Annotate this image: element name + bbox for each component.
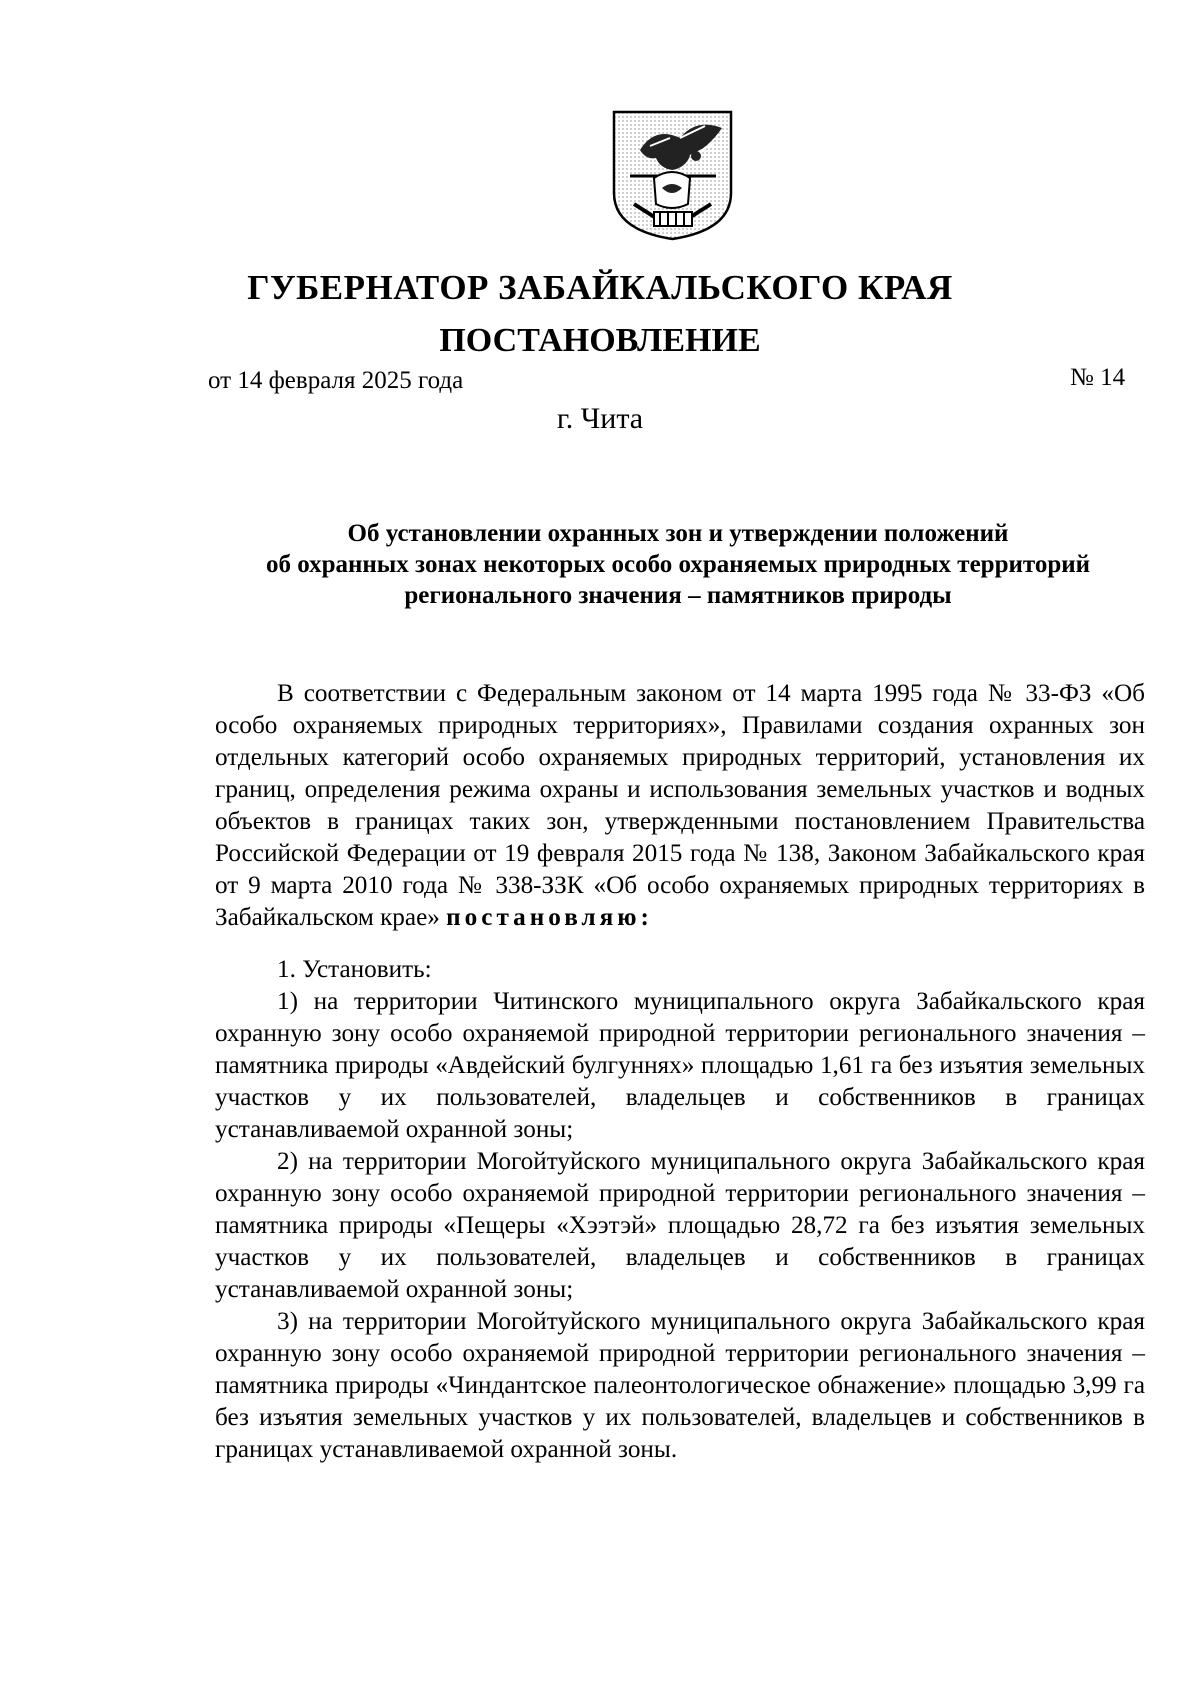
document-type: ПОСТАНОВЛЕНИЕ bbox=[439, 322, 761, 359]
decree-colon: : bbox=[640, 904, 649, 931]
document-heading bbox=[208, 518, 1148, 611]
clause-heading: 1. Установить: bbox=[277, 956, 432, 983]
document-heading-line: об охранных зонах некоторых особо охраняемых природных территорий bbox=[265, 551, 1091, 578]
preamble-text: В соответствии с Федеральным законом от 14 марта 1995 года № 33-ФЗ «Об особо охраняемых природных территориях», Правилами создания охранных зон отдельных категорий особо охраняемых природных территорий, установления их границ, определения режима охраны и использования земельных участков и водных объектов в границах таких зон, утвержденными постановлением Правительства Российской Федерации от 19 февраля 2015 года № 138, Законом Забайкальского края от 9 марта 2010 года № 338-ЗЗК «Об особо охраняемых природных территориях в Забайкальском крае» bbox=[215, 680, 1145, 931]
sub-clause-1: 1) на территории Читинского муниципального округа Забайкальского края охранную зону особо охраняемой природной территории регионального значения – памятника природы «Авдейский булгуннях» площадью 1,61 га без изъятия земельных участков у их пользователей, владельцев и собственников в границах устанавливаемой охранной зоны; bbox=[215, 988, 1145, 1143]
preamble-paragraph bbox=[215, 678, 1145, 934]
document-number: № 14 bbox=[1070, 364, 1126, 391]
document-date: от 14 февраля 2025 года bbox=[208, 367, 464, 394]
document-city: г. Чита bbox=[556, 402, 644, 435]
document-body bbox=[215, 678, 1145, 1466]
document-heading-line: Об установлении охранных зон и утверждении положений bbox=[347, 520, 1009, 547]
sub-clause-3: 3) на территории Могойтуйского муниципального округа Забайкальского края охранную зону особо охраняемой природной территории регионального значения – памятника природы «Чиндантское палеонтологическое обнажение» площадью 3,99 га без изъятия земельных участков у их пользователей, владельцев и собственников в границах устанавливаемой охранной зоны. bbox=[215, 1308, 1145, 1463]
sub-clause-2: 2) на территории Могойтуйского муниципального округа Забайкальского края охранную зону особо охраняемой природной территории регионального значения – памятника природы «Пещеры «Хээтэй» площадью 28,72 га без изъятия земельных участков у их пользователей, владельцев и собственников в границах устанавливаемой охранной зоны; bbox=[215, 1148, 1145, 1303]
decree-word: постановляю bbox=[446, 904, 641, 931]
issuing-authority-title: ГУБЕРНАТОР ЗАБАЙКАЛЬСКОГО КРАЯ bbox=[247, 268, 953, 307]
coat-of-arms-icon bbox=[610, 108, 735, 243]
document-heading-line: регионального значения – памятников природы bbox=[404, 582, 952, 609]
